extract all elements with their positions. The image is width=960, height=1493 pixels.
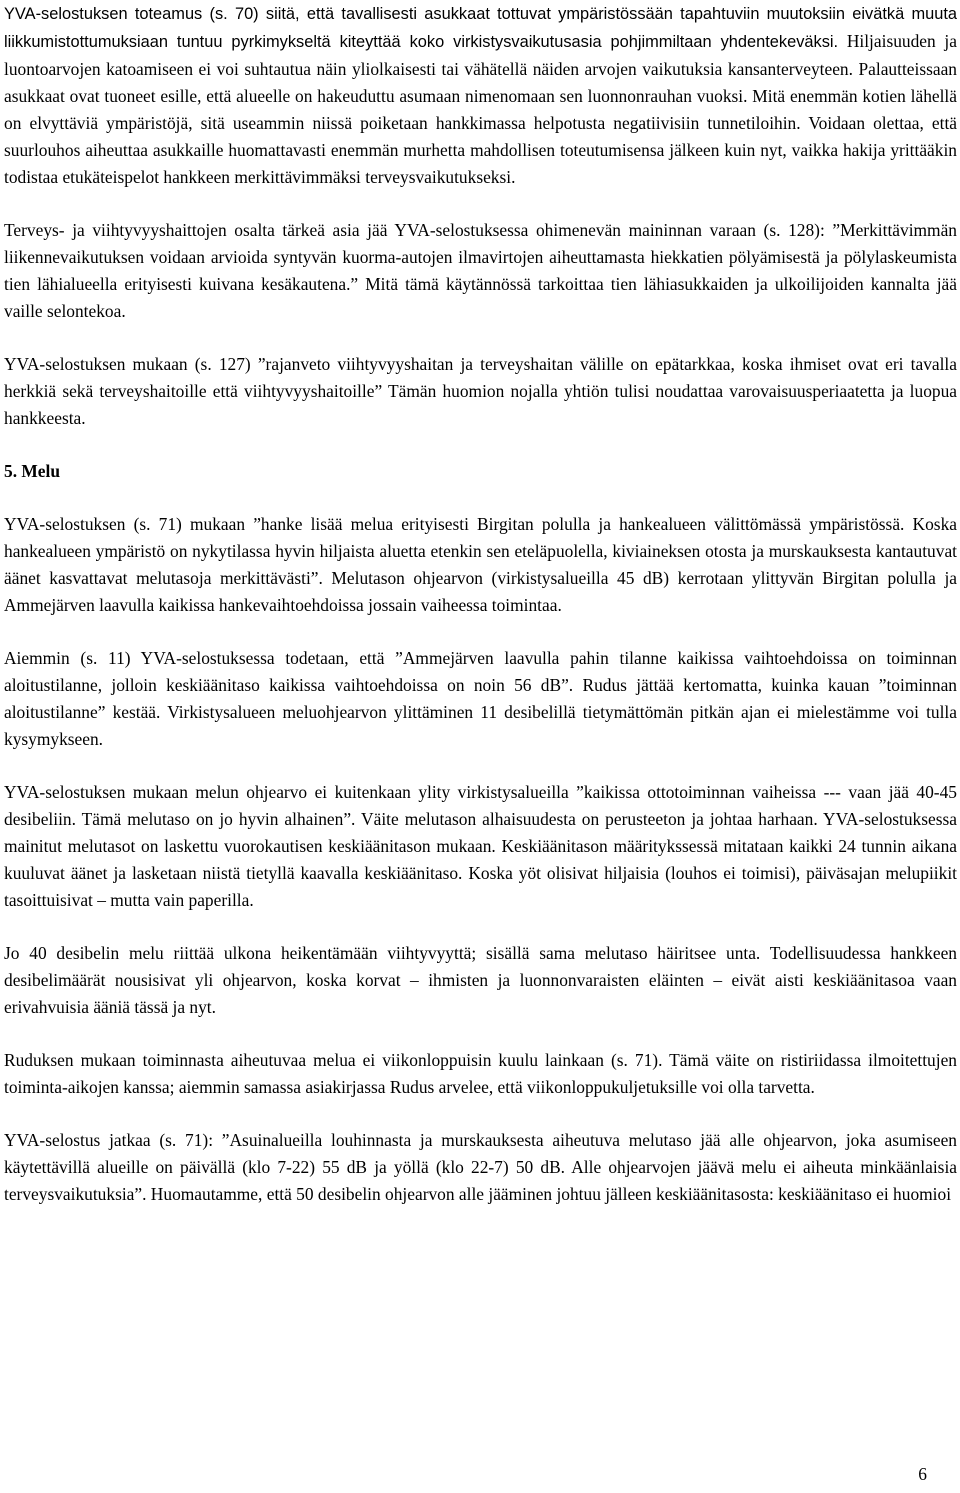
paragraph-text: YVA-selostus jatkaa (s. 71): ”Asuinalueilla louhinnasta ja murskauksesta aiheutuva melutaso jää alle ohjearvon, joka asumiseen käytettävillä alueille on päivällä (klo 7-22) 55 dB ja yöllä (klo 22-7) 50 dB. Alle ohjearvojen jäävä melu ei aiheuta minkäänlaisia terveysvaikutuksia”. Huomautamme, että 50 desibelin ohjearvon alle jääminen johtuu jälleen keskiäänitasosta: keskiäänitaso ei huomioi (4, 1130, 957, 1204)
paragraph (4, 1127, 957, 1208)
paragraph-text: Terveys- ja viihtyvyyshaittojen osalta tärkeä asia jää YVA-selostuksessa ohimenevän maininnan varaan (s. 128): ”Merkittävimmän liikennevaikutuksen voidaan arvioida syntyvän kuorma-autojen ilmavirtojen aiheuttamasta hiekkatien pölyämisestä ja pölylaskeumista tien lähialueella erityisesti kuivana kesäkautena.” Mitä tämä käytännössä tarkoittaa tien lähiasukkaiden ja ulkoilijoiden kannalta jää vaille selontekoa. (4, 220, 957, 321)
paragraph (4, 1047, 957, 1101)
paragraph-text: Ruduksen mukaan toiminnasta aiheutuvaa melua ei viikonloppuisin kuulu lainkaan (s. 71). Tämä väite on ristiriidassa ilmoitettujen toiminta-aikojen kanssa; aiemmin samassa asiakirjassa Rudus arvelee, että viikonloppukuljetuksille voi olla tarvetta. (4, 1050, 957, 1097)
paragraph (4, 351, 957, 432)
paragraph (4, 645, 957, 753)
paragraph-text: Jo 40 desibelin melu riittää ulkona heikentämään viihtyvyyttä; sisällä sama melutaso häiritsee unta. Todellisuudessa hankkeen desibelimäärät nousisivat yli ohjearvon, koska korvat – ihmisten ja luonnonvaraisten eläinten – eivät aisti keskiäänitasoa vaan erivahvuisia ääniä tässä ja nyt. (4, 943, 957, 1017)
paragraph (4, 0, 957, 191)
paragraph (4, 511, 957, 619)
paragraph (4, 217, 957, 325)
page-number: 6 (918, 1464, 927, 1484)
section-heading: 5. Melu (4, 461, 61, 481)
paragraph-text: Hiljaisuuden ja luontoarvojen katoamiseen ei voi suhtautua näin yliolkaisesti tai vähätellä näiden arvojen vaikutuksia kansanterveyteen. Palautteissaan asukkaat ovat tuoneet esille, että alueelle on hakeuduttu asumaan nimenomaan sen luonnonrauhan vuoksi. Mitä enemmän kotien lähellä on elvyttäviä ympäristöjä, sitä useammin niissä poiketaan hankkimassa helpotusta negatiivisiin tunnetiloihin. Voidaan olettaa, että suurlouhos aiheuttaa asukkaille huomattavasti enemmän murhetta mahdollisen toteutumisensa jälkeen kuin nyt, vaikka hakija yrittääkin todistaa etukäteispelot hankkeen merkittävimmäksi terveysvaikutukseksi. (4, 31, 957, 187)
paragraph-text: YVA-selostuksen toteamus (s. 70) siitä, että tavallisesti asukkaat tottuvat ympäristössään tapahtuviin muutoksiin eivätkä muuta liikkumistottumuksiaan tuntuu pyrkimykseltä kiteyttää koko virkistysvaikutusasia pohjimmiltaan yhdentekeväksi. (4, 5, 957, 51)
paragraph-text: YVA-selostuksen (s. 71) mukaan ”hanke lisää melua erityisesti Birgitan polulla ja hankealueen välittömässä ympäristössä. Koska hankealueen ympäristö on nykytilassa hyvin hiljaista aluetta etenkin sen eteläpuolella, kiviaineksen otosta ja murskauksesta kantautuvat äänet kasvattavat melutasoja merkittävästi”. Melutason ohjearvon (virkistysalueilla 45 dB) kerrotaan ylittyvän Birgitan polulla ja Ammejärven laavulla kaikissa hankevaihtoehdoissa jossain vaiheessa toimintaa. (4, 514, 957, 615)
document-body (4, 0, 957, 1208)
paragraph-text: YVA-selostuksen mukaan melun ohjearvo ei kuitenkaan ylity virkistysalueilla ”kaikissa ottotoiminnan vaiheissa --- vaan jää 40-45 desibeliin. Tämä melutaso on jo hyvin alhainen”. Väite melutason alhaisuudesta on perusteeton ja johtaa harhaan. YVA-selostuksessa mainitut melutasot on laskettu vuorokautisen keskiäänitason mukaan. Keskiäänitason määritykssessä mitataan kaikki 24 tunnin aikana kuuluvat äänet ja lasketaan niistä tietyllä kaavalla keskiäänitaso. Koska yöt olisivat hiljaisia (louhos ei toimisi), päiväsajan melupiikit tasoittuisivat – mutta vain paperilla. (4, 782, 957, 910)
paragraph-text: YVA-selostuksen mukaan (s. 127) ”rajanveto viihtyvyyshaitan ja terveyshaitan välille on epätarkkaa, koska ihmiset ovat eri tavalla herkkiä sekä terveyshaitoille että viihtyvyyshaitoille” Tämän huomion nojalla yhtiön tulisi noudattaa varovaisuusperiaatetta ja luopua hankkeesta. (4, 354, 957, 428)
paragraph-text: Aiemmin (s. 11) YVA-selostuksessa todetaan, että ”Ammejärven laavulla pahin tilanne kaikissa vaihtoehdoissa on toiminnan aloitustilanne, jolloin keskiäänitaso kaikissa vaihtoehdoissa on noin 56 dB”. Rudus jättää kertomatta, kuinka kauan ”toiminnan aloitustilanne” kestää. Virkistysalueen meluohjearvon ylittäminen 11 desibelillä tietymättömän pitkän ajan ei mielestämme voi tulla kysymykseen. (4, 648, 957, 749)
paragraph (4, 940, 957, 1021)
paragraph (4, 779, 957, 914)
